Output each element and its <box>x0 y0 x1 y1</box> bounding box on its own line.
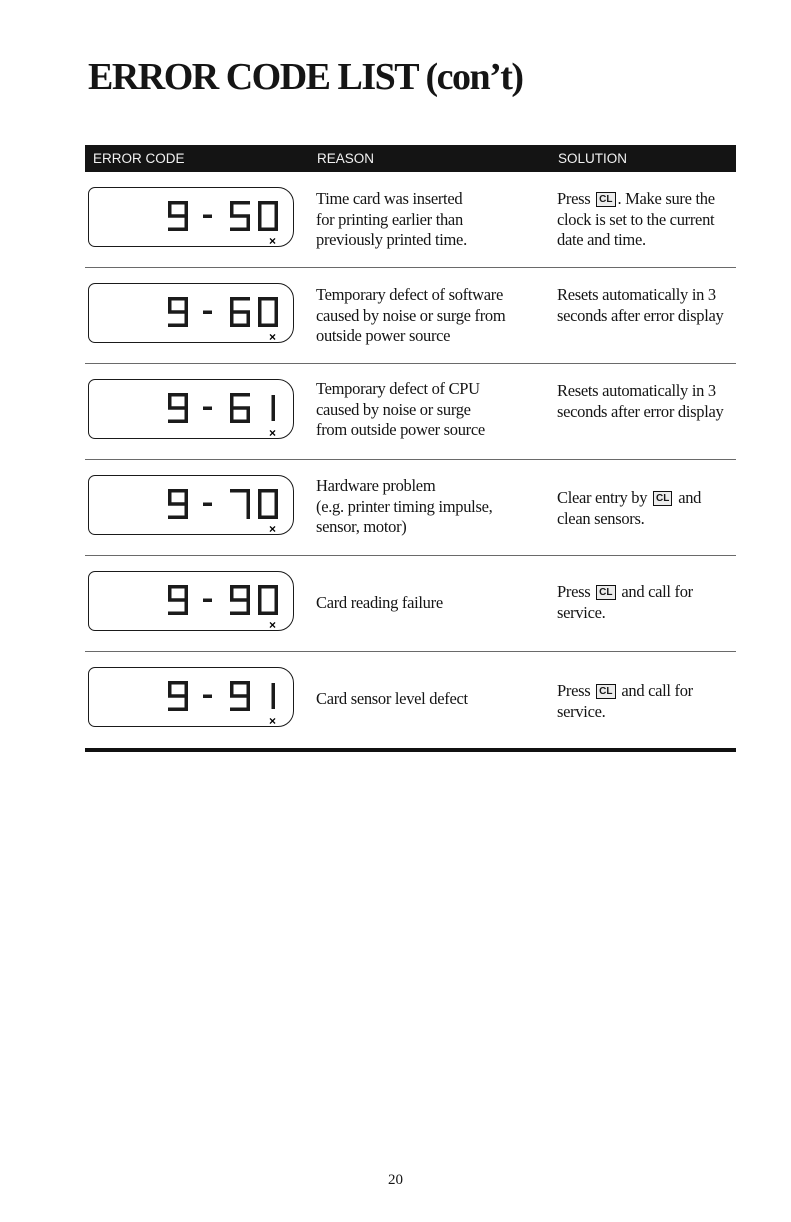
cl-key-icon: CL <box>596 192 615 207</box>
error-display <box>88 667 294 727</box>
solution-after: and clean sensors. <box>557 488 702 528</box>
solution-text <box>557 285 735 326</box>
solution-text <box>557 488 735 529</box>
solution-text <box>557 189 735 251</box>
solution-text <box>557 681 735 722</box>
reason-text: Temporary defect of software caused by noise or surge from outside power source <box>316 285 506 345</box>
header-error-code: ERROR CODE <box>93 151 185 166</box>
error-row <box>85 460 736 556</box>
solution-after: and call for service. <box>557 681 693 721</box>
solution-before: Resets automatically in 3 seconds after error display <box>557 381 724 421</box>
header-reason: REASON <box>317 151 375 166</box>
solution-before: Press <box>557 582 591 601</box>
error-row <box>85 364 736 460</box>
display-x-marker: × <box>269 522 277 536</box>
solution-before: Press <box>557 189 591 208</box>
error-display <box>88 475 294 535</box>
error-row <box>85 556 736 652</box>
display-x-marker: × <box>269 234 277 248</box>
error-display <box>88 379 294 439</box>
display-x-marker: × <box>269 330 277 344</box>
solution-before: Resets automatically in 3 seconds after error display <box>557 285 724 325</box>
seven-segment-readout <box>89 284 295 344</box>
error-row <box>85 268 736 364</box>
page-title: ERROR CODE LIST (con’t) <box>88 56 523 98</box>
solution-before: Clear entry by <box>557 488 648 507</box>
cl-key-icon: CL <box>596 585 615 600</box>
seven-segment-readout <box>89 476 295 536</box>
error-row <box>85 172 736 268</box>
display-x-marker: × <box>269 618 277 632</box>
seven-segment-readout <box>89 188 295 248</box>
solution-after: . Make sure the clock is set to the current date and time. <box>557 189 715 249</box>
error-display <box>88 571 294 631</box>
reason-text: Hardware problem (e.g. printer timing impulse, sensor, motor) <box>316 476 493 536</box>
cl-key-icon: CL <box>653 491 672 506</box>
error-display <box>88 187 294 247</box>
solution-text <box>557 381 735 422</box>
seven-segment-readout <box>89 572 295 632</box>
display-x-marker: × <box>269 714 277 728</box>
solution-after: and call for service. <box>557 582 693 622</box>
error-row <box>85 652 736 748</box>
seven-segment-readout <box>89 668 295 728</box>
solution-text <box>557 582 735 623</box>
page-number: 20 <box>388 1172 403 1188</box>
reason-text: Card reading failure <box>316 593 443 612</box>
table-header <box>85 145 736 172</box>
solution-before: Press <box>557 681 591 700</box>
seven-segment-readout <box>89 380 295 440</box>
reason-text: Time card was inserted for printing earlier than previously printed time. <box>316 189 467 249</box>
error-display <box>88 283 294 343</box>
bottom-rule <box>85 748 736 752</box>
reason-text: Card sensor level defect <box>316 689 468 708</box>
header-solution: SOLUTION <box>558 151 628 166</box>
cl-key-icon: CL <box>596 684 615 699</box>
reason-text: Temporary defect of CPU caused by noise or surge from outside power source <box>316 379 485 439</box>
display-x-marker: × <box>269 426 277 440</box>
